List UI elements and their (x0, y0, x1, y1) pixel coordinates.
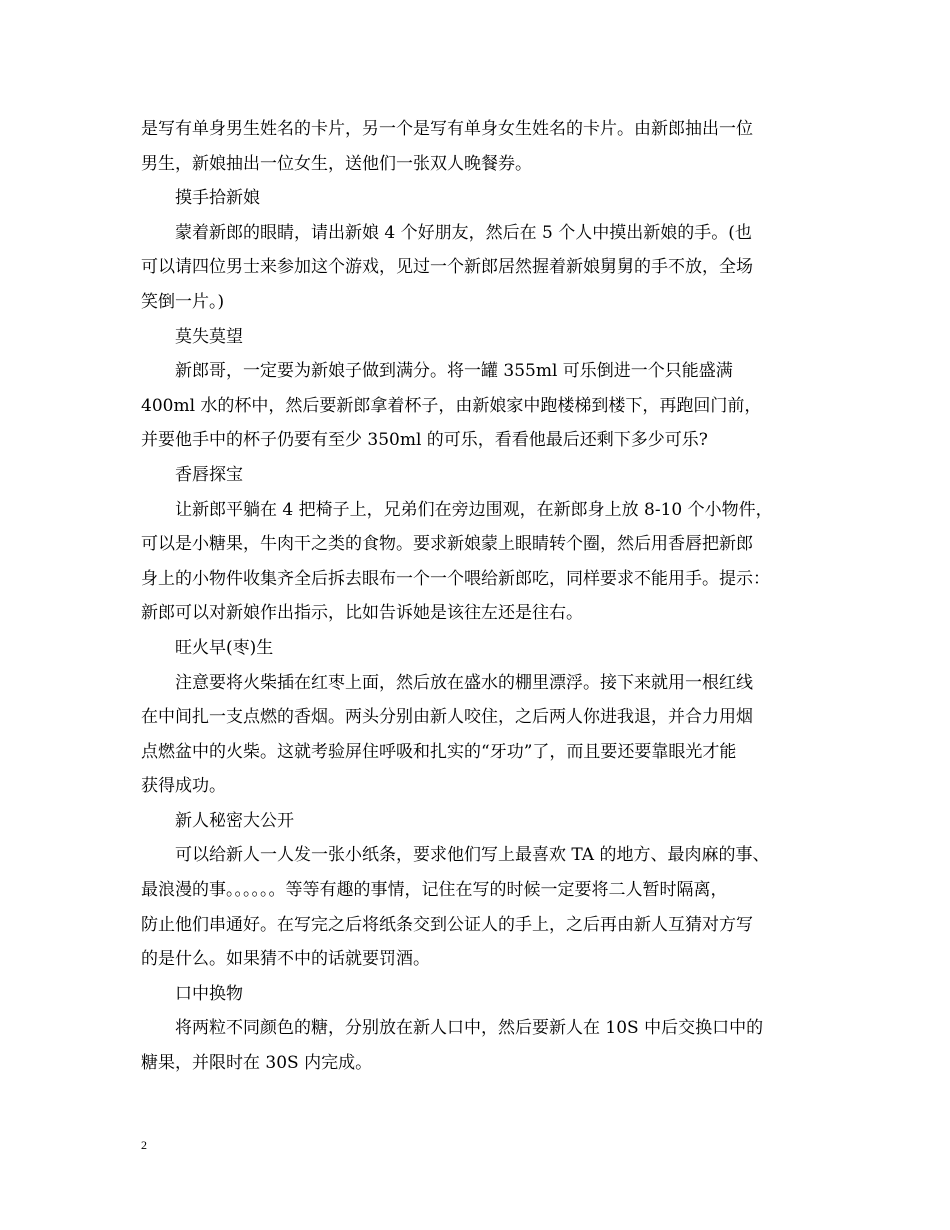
section-heading (141, 804, 821, 839)
text-line: 新人秘密大公开 (175, 810, 294, 831)
text-line: 蒙着新郎的眼睛，请出新娘 4 个好朋友，然后在 5 个人中摸出新娘的手。(也 (175, 222, 752, 243)
section-heading (141, 320, 821, 355)
section-heading (141, 181, 821, 216)
text-line: 笑倒一片。) (141, 291, 225, 312)
text-line: 糖果，并限时在 30S 内完成。 (141, 1053, 373, 1074)
text-line: 莫失莫望 (175, 326, 243, 347)
text-line: 摸手拾新娘 (175, 188, 260, 209)
text-line: 是写有单身男生姓名的卡片，另一个是写有单身女生姓名的卡片。由新郎抽出一位 (141, 119, 753, 139)
text-line: 将两粒不同颜色的糖，分别放在新人口中，然后要新人在 10S 中后交换口中的 (175, 1018, 764, 1039)
text-line: 400ml 水的杯中，然后要新郎拿着杯子，由新娘家中跑楼梯到楼下，再跑回门前， (141, 395, 762, 416)
text-line: 在中间扎一支点燃的香烟。两头分别由新人咬住，之后两人你进我退，并合力用烟 (141, 707, 753, 728)
text-line: 的是什么。如果猜不中的话就要罚酒。 (141, 949, 430, 970)
body-paragraph (141, 493, 821, 631)
text-line: 防止他们串通好。在写完之后将纸条交到公证人的手上，之后再由新人互猜对方写 (141, 914, 753, 935)
text-line: 可以请四位男士来参加这个游戏，见过一个新郎居然握着新娘舅舅的手不放，全场 (141, 257, 753, 278)
body-paragraph (141, 838, 821, 976)
text-line: 新郎可以对新娘作出指示，比如告诉她是该往左还是往右。 (141, 603, 583, 624)
body-paragraph (141, 216, 821, 320)
text-line: 注意要将火柴插在红枣上面，然后放在盛水的棚里漂浮。接下来就用一根红线 (175, 672, 753, 693)
text-line: 最浪漫的事。。。。。。等等有趣的事情，记住在写的时候一定要将二人暂时隔离， (141, 880, 728, 901)
section-heading (141, 458, 821, 493)
body-paragraph (141, 354, 821, 458)
text-line: 男生，新娘抽出一位女生，送他们一张双人晚餐券。 (141, 153, 532, 174)
text-line: 点燃盆中的火柴。这就考验屏住呼吸和扎实的“牙功”了，而且要还要靠眼光才能 (141, 741, 737, 762)
text-line: 口中换物 (175, 983, 243, 1004)
document-body (141, 112, 821, 1081)
text-line: 让新郎平躺在 4 把椅子上，兄弟们在旁边围观，在新郎身上放 8-10 个小物件， (175, 499, 773, 520)
section-heading (141, 977, 821, 1012)
body-paragraph (141, 1011, 821, 1080)
text-line: 可以给新人一人发一张小纸条，要求他们写上最喜欢 TA 的地方、最肉麻的事、 (175, 845, 770, 866)
text-line: 并要他手中的杯子仍要有至少 350ml 的可乐，看看他最后还剩下多少可乐? (141, 430, 708, 451)
text-line: 获得成功。 (141, 776, 226, 797)
text-line: 新郎哥，一定要为新娘子做到满分。将一罐 355ml 可乐倒进一个只能盛满 (175, 361, 733, 382)
text-line: 旺火早(枣)生 (175, 637, 274, 658)
text-line: 身上的小物件收集齐全后拆去眼布一个一个喂给新郎吃，同样要求不能用手。提示： (141, 568, 770, 589)
body-paragraph (141, 112, 821, 181)
text-line: 香唇探宝 (175, 464, 243, 485)
section-heading (141, 631, 821, 666)
page-number: 2 (141, 1138, 147, 1152)
body-paragraph (141, 666, 821, 804)
text-line: 可以是小糖果，牛肉干之类的食物。要求新娘蒙上眼睛转个圈，然后用香唇把新郎 (141, 534, 753, 555)
